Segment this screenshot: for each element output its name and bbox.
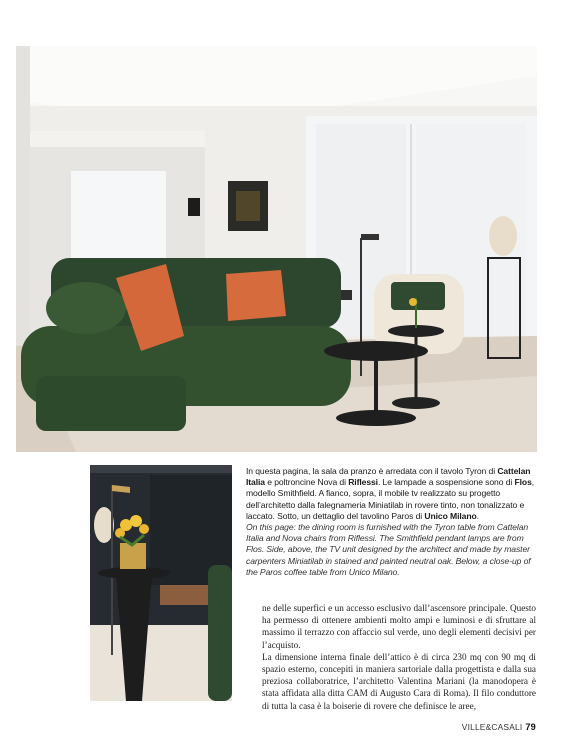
caption-text-run: . [476, 510, 479, 521]
caption-brand-name: Flos [514, 477, 532, 488]
caption-english: On this page: the dining room is furnished with the Tyron table from Cattelan Italia and Nova chairs from Riflessi. The Smithfield pendant lamps are from Flos. Side, above, the TV unit designed by the architect and made by master carpenters Miniatilab in stained and painted neutral oak. Below, a close-up of the Paros coffee table from Unico Milano. [246, 522, 531, 577]
tv-unit-illustration [90, 465, 232, 701]
caption-text-run: e poltroncine Nova di [264, 477, 349, 488]
caption-brand-name: Cattelan Italia [246, 466, 531, 488]
living-room-illustration [16, 46, 537, 452]
caption-text-run: , modello Smithfield. A fianco, sopra, il mobile tv realizzato su progetto dell’architetto dalla falegnameria Miniatilab in rovere tinto, non tonalizzato e laccato. Sotto, un dettaglio del tavolino Paros di [246, 477, 535, 521]
photo-caption [246, 466, 536, 578]
tv-unit-detail-photo [90, 465, 232, 701]
magazine-name: VILLE&CASALI [461, 722, 523, 732]
page-number: 79 [525, 722, 536, 732]
caption-text-run: In questa pagina, la sala da pranzo è arredata con il tavolo Tyron di [246, 466, 498, 476]
living-room-photo [16, 46, 537, 452]
caption-brand-name: Riflessi [348, 477, 378, 488]
body-paragraph-1: ne delle superfici e un accesso esclusivo dall’ascensore principale. Questo ha permesso di ottenere ambienti molto ampi e luminosi e di sfruttare al massimo il terrazzo con affaccio sul verde, uno degli elementi decisivi per l’acquisto. [262, 603, 536, 650]
caption-brand-name: Unico Milano [424, 510, 477, 521]
caption-text-run: . Le lampade a sospensione sono di [377, 477, 515, 488]
caption-italian [246, 466, 536, 522]
body-paragraph-2: La dimensione interna finale dell’attico è di circa 230 mq con 90 mq di spazio esterno, concepiti in maniera sartoriale dalla progettista e dalla sua preziosa collaboratrice, l’architetto Valentina Mariani (la manodopera è stata affidata alla ditta CAM di Augusto Cara di Roma). Il filo conduttore di tutta la casa è la boiserie di rovere che definisce le aree, [262, 651, 536, 711]
article-body [262, 602, 536, 712]
page-folio [462, 722, 536, 732]
